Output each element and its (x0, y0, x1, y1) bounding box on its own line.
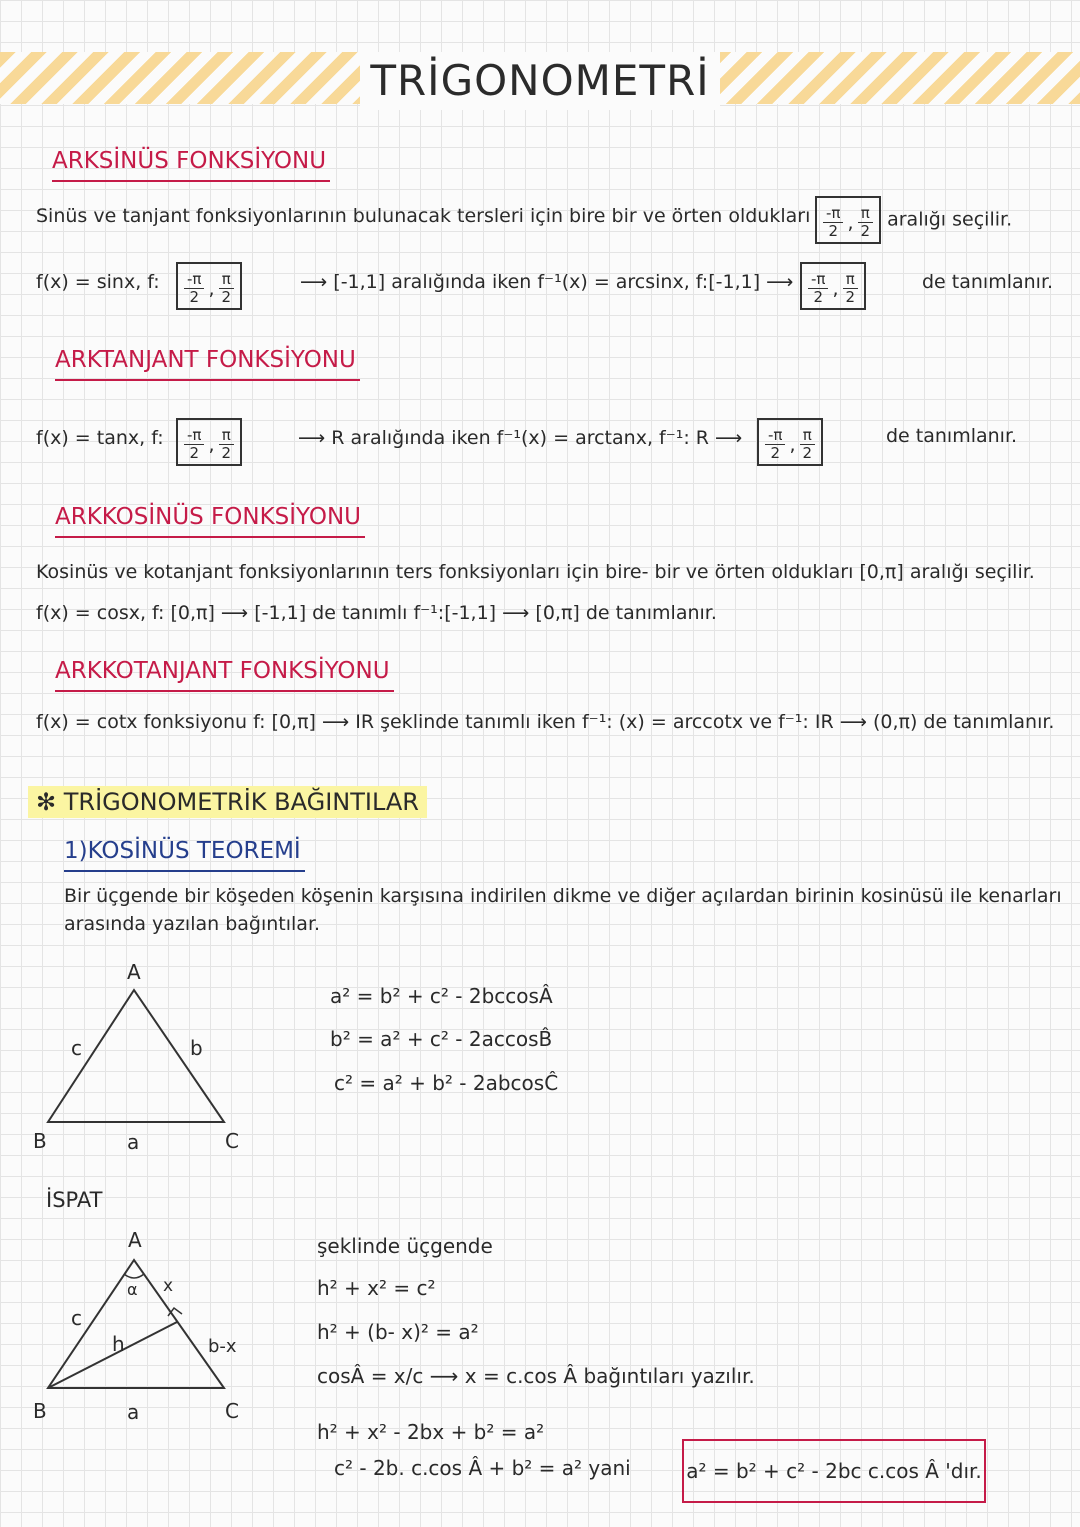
formula-b: b² = a² + c² - 2accosB̂ (330, 1027, 553, 1051)
proof-angle-alpha: α (127, 1280, 138, 1299)
proof-result-box: a² = b² + c² - 2bc c.cos Â 'dır. (682, 1439, 986, 1503)
relations-heading: ✻ TRİGONOMETRİK BAĞINTILAR (28, 786, 427, 818)
proof-title: İSPAT (46, 1188, 103, 1212)
arccos-heading: ARKKOSİNÜS FONKSİYONU (55, 504, 365, 538)
proof-side-c: c (71, 1306, 82, 1330)
right-angle-mark (168, 1308, 182, 1316)
arcsin-line2-a: f(x) = sinx, f: (36, 271, 160, 293)
proof-vertex-C: C (225, 1399, 239, 1423)
proof-vertex-A: A (128, 1228, 142, 1252)
arccos-line1: Kosinüs ve kotanjant fonksiyonlarının ters fonksiyonları için bire- bir ve örten oldukları [0,π] aralığı seçilir. (36, 561, 1035, 583)
side-label-a: a (127, 1130, 140, 1154)
arctan-interval-2: $\frac{-\pi}{2}$ , $\frac{\pi}{2}$ (757, 418, 823, 466)
pi-over-2: $\frac{\pi}{2}$ (858, 205, 874, 240)
arcsin-interval-3: $\frac{-\pi}{2}$ , $\frac{\pi}{2}$ (800, 262, 866, 310)
arccot-heading: ARKKOTANJANT FONKSİYONU (55, 658, 394, 692)
arccos-line2: f(x) = cosx, f: [0,π] ⟶ [-1,1] de tanımlı f⁻¹:[-1,1] ⟶ [0,π] de tanımlanır. (36, 602, 717, 624)
triangle-diagram (40, 980, 240, 1120)
proof-line3: h² + (b- x)² = a² (317, 1320, 479, 1344)
side-label-c: c (71, 1036, 82, 1060)
formula-c: c² = a² + b² - 2abcosĈ (334, 1071, 559, 1095)
page-title: TRİGONOMETRİ (360, 52, 720, 110)
arcsin-line1: Sinüs ve tanjant fonksiyonlarının bulunacak tersleri için bire bir ve örten oldukları (36, 205, 811, 227)
proof-line5: h² + x² - 2bx + b² = a² (317, 1420, 545, 1444)
arcsin-line2-c: de tanımlanır. (922, 271, 1054, 293)
arcsin-interval-1: $\frac{-\pi}{2}$ , $\frac{\pi}{2}$ aralığı seçilir. (815, 196, 1012, 244)
vertex-label-C: C (225, 1129, 239, 1153)
arctan-line-b: ⟶ R aralığında iken f⁻¹(x) = arctanx, f⁻¹: R ⟶ (298, 427, 743, 449)
side-label-b: b (190, 1036, 203, 1060)
arctan-heading: ARKTANJANT FONKSİYONU (55, 347, 360, 381)
proof-line1: şeklinde üçgende (317, 1234, 493, 1258)
proof-triangle-diagram (40, 1250, 240, 1390)
arccot-line1: f(x) = cotx fonksiyonu f: [0,π] ⟶ IR şeklinde tanımlı iken f⁻¹: (x) = arccotx ve f⁻¹: IR ⟶ (0,π) de tanımlanır. (36, 711, 1055, 733)
arcsin-heading: ARKSİNÜS FONKSİYONU (52, 148, 330, 182)
proof-segment-bx: b-x (208, 1336, 237, 1357)
vertex-label-A: A (127, 960, 141, 984)
angle-arc (124, 1274, 144, 1278)
neg-pi-over-2: $\frac{-\pi}{2}$ (823, 205, 843, 240)
proof-altitude-h: h (112, 1332, 125, 1356)
proof-line2: h² + x² = c² (317, 1276, 436, 1300)
arcsin-line2-b: ⟶ [-1,1] aralığında iken f⁻¹(x) = arcsinx, f:[-1,1] ⟶ (300, 271, 794, 293)
proof-vertex-B: B (33, 1399, 47, 1423)
proof-segment-x: x (163, 1276, 174, 1296)
cosine-theorem-desc1: Bir üçgende bir köşeden köşenin karşısına indirilen dikme ve diğer açılardan birinin kosinüsü ile kenarları (64, 885, 1062, 907)
proof-side-a: a (127, 1400, 140, 1424)
arctan-line-a: f(x) = tanx, f: (36, 427, 164, 449)
arcsin-interval-2: $\frac{-\pi}{2}$ , $\frac{\pi}{2}$ (176, 262, 242, 310)
proof-line6: c² - 2b. c.cos Â + b² = a² yani (334, 1456, 631, 1480)
vertex-label-B: B (33, 1129, 47, 1153)
arctan-interval-1: $\frac{-\pi}{2}$ , $\frac{\pi}{2}$ (176, 418, 242, 466)
cosine-theorem-heading: 1)KOSİNÜS TEOREMİ (64, 838, 305, 872)
arctan-line-c: de tanımlanır. (886, 425, 1018, 447)
proof-line4: cosÂ = x/c ⟶ x = c.cos Â bağıntıları yazılır. (317, 1364, 755, 1388)
formula-a: a² = b² + c² - 2bccosÂ (330, 984, 553, 1008)
cosine-theorem-desc2: arasında yazılan bağıntılar. (64, 913, 321, 935)
